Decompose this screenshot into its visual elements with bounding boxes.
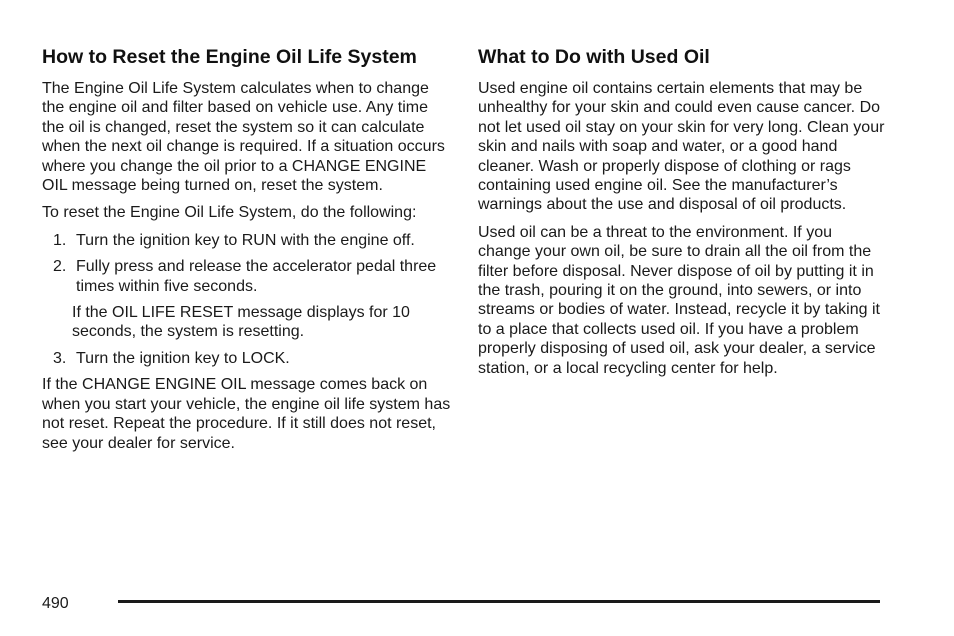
section-heading-reset-oil-life: How to Reset the Engine Oil Life System [42,46,417,68]
paragraph-oil-life-intro: The Engine Oil Life System calculates when to change the engine oil and filter based on vehicle use. Any time the oil is changed, reset the system so it can calculate when the next oil change is required. If a situation occurs where you change the oil prior to a CHANGE ENGINE OIL message being turned on, reset the system. [42,80,445,195]
reset-steps-list [42,231,452,296]
step-number: 1. [53,231,67,249]
left-column [42,45,452,461]
paragraph-reset-instructions: To reset the Engine Oil Life System, do the following: [42,204,417,222]
list-item [42,349,452,368]
step-number: 3. [53,349,67,367]
step-text: Fully press and release the accelerator pedal three times within five seconds. [76,258,437,295]
step-text: Turn the ignition key to RUN with the engine off. [76,231,415,249]
list-item [42,231,452,250]
paragraph-used-oil-environment: Used oil can be a threat to the environment. If you change your own oil, be sure to drain all the oil from the filter before disposal. Never dispose of oil by putting it in the trash, pouring it on the ground, into sewers, or into streams or bodies of water. Instead, recycle it by taking it to a place that collects used oil. If you have a problem properly disposing of used oil, ask your dealer, a service station, or a local recycling center for help. [478,223,880,377]
right-column [478,45,888,386]
step-text: Turn the ignition key to LOCK. [76,349,290,367]
step-number: 2. [53,258,67,276]
paragraph-if-not-reset: If the CHANGE ENGINE OIL message comes back on when you start your vehicle, the engine oil life system has not reset. Repeat the procedure. If it still does not reset, see your dealer for service. [42,376,451,452]
section-heading-used-oil: What to Do with Used Oil [478,46,710,68]
footer-divider [118,600,880,603]
page-number: 490 [42,595,69,612]
list-item [42,257,452,296]
paragraph-used-oil-health: Used engine oil contains certain elements that may be unhealthy for your skin and could even cause cancer. Do not let used oil stay on your skin for very long. Clean your skin and nails with soap and water, or a good hand cleaner. Wash or properly dispose of clothing or rags containing used engine oil. See the manufacturer’s warnings about the use and disposal of oil products. [478,80,885,214]
reset-steps-list-continued [42,349,452,368]
step-note: If the OIL LIFE RESET message displays for 10 seconds, the system is resetting. [72,304,410,341]
